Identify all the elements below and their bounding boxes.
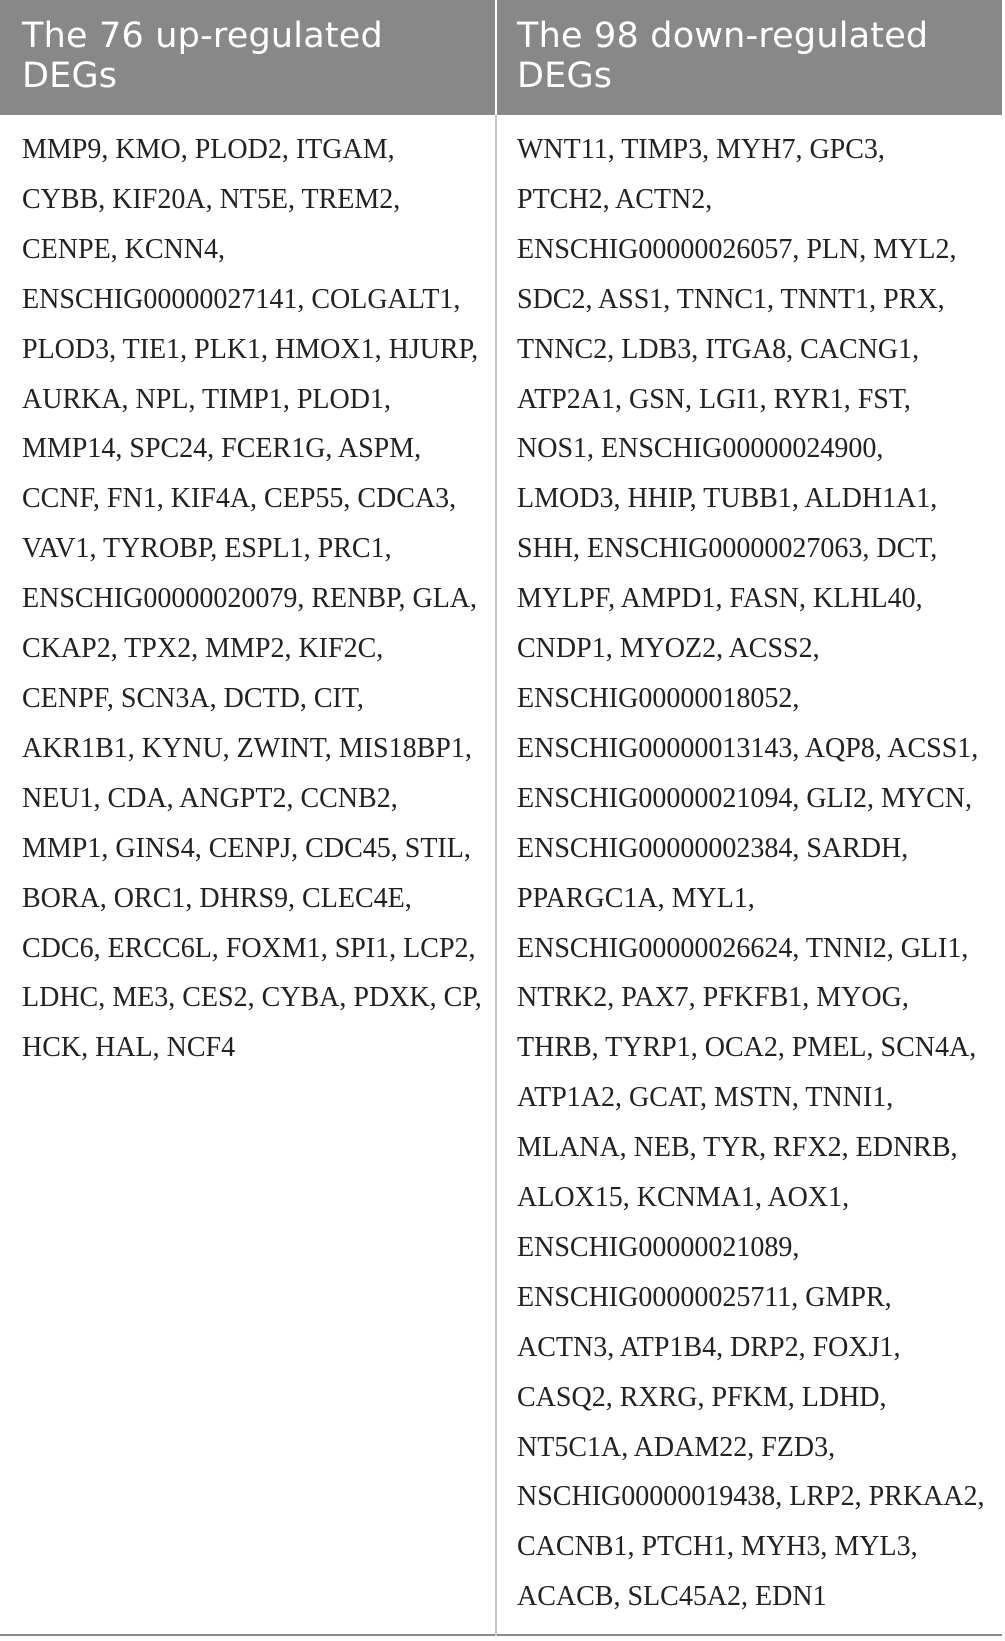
header-up-regulated: The 76 up-regulated DEGs bbox=[0, 0, 497, 115]
up-regulated-gene-list: MMP9, KMO, PLOD2, ITGAM, CYBB, KIF20A, NT5E, TREM2, CENPE, KCNN4, ENSCHIG00000027141, COLGALT1, PLOD3, TIE1, PLK1, HMOX1, HJURP, AURKA, NPL, TIMP1, PLOD1, MMP14, SPC24, FCER1G, ASPM, CCNF, FN1, KIF4A, CEP55, CDCA3, VAV1, TYROBP, ESPL1, PRC1, ENSCHIG00000020079, RENBP, GLA, CKAP2, TPX2, MMP2, KIF2C, CENPF, SCN3A, DCTD, CIT, AKR1B1, KYNU, ZWINT, MIS18BP1, NEU1, CDA, ANGPT2, CCNB2, MMP1, GINS4, CENPJ, CDC45, STIL, BORA, ORC1, DHRS9, CLEC4E, CDC6, ERCC6L, FOXM1, SPI1, LCP2, LDHC, ME3, CES2, CYBA, PDXK, CP, HCK, HAL, NCF4 bbox=[0, 115, 497, 1636]
header-down-regulated: The 98 down-regulated DEGs bbox=[497, 0, 1002, 115]
down-regulated-gene-list: WNT11, TIMP3, MYH7, GPC3, PTCH2, ACTN2, ENSCHIG00000026057, PLN, MYL2, SDC2, ASS1, TNNC1, TNNT1, PRX, TNNC2, LDB3, ITGA8, CACNG1, ATP2A1, GSN, LGI1, RYR1, FST, NOS1, ENSCHIG00000024900, LMOD3, HHIP, TUBB1, ALDH1A1, SHH, ENSCHIG00000027063, DCT, MYLPF, AMPD1, FASN, KLHL40, CNDP1, MYOZ2, ACSS2, ENSCHIG00000018052, ENSCHIG00000013143, AQP8, ACSS1, ENSCHIG00000021094, GLI2, MYCN, ENSCHIG00000002384, SARDH, PPARGC1A, MYL1, ENSCHIG00000026624, TNNI2, GLI1, NTRK2, PAX7, PFKFB1, MYOG, THRB, TYRP1, OCA2, PMEL, SCN4A, ATP1A2, GCAT, MSTN, TNNI1, MLANA, NEB, TYR, RFX2, EDNRB, ALOX15, KCNMA1, AOX1, ENSCHIG00000021089, ENSCHIG00000025711, GMPR, ACTN3, ATP1B4, DRP2, FOXJ1, CASQ2, RXRG, PFKM, LDHD, NT5C1A, ADAM22, FZD3, NSCHIG00000019438, LRP2, PRKAA2, CACNB1, PTCH1, MYH3, MYL3, ACACB, SLC45A2, EDN1 bbox=[517, 134, 985, 1613]
